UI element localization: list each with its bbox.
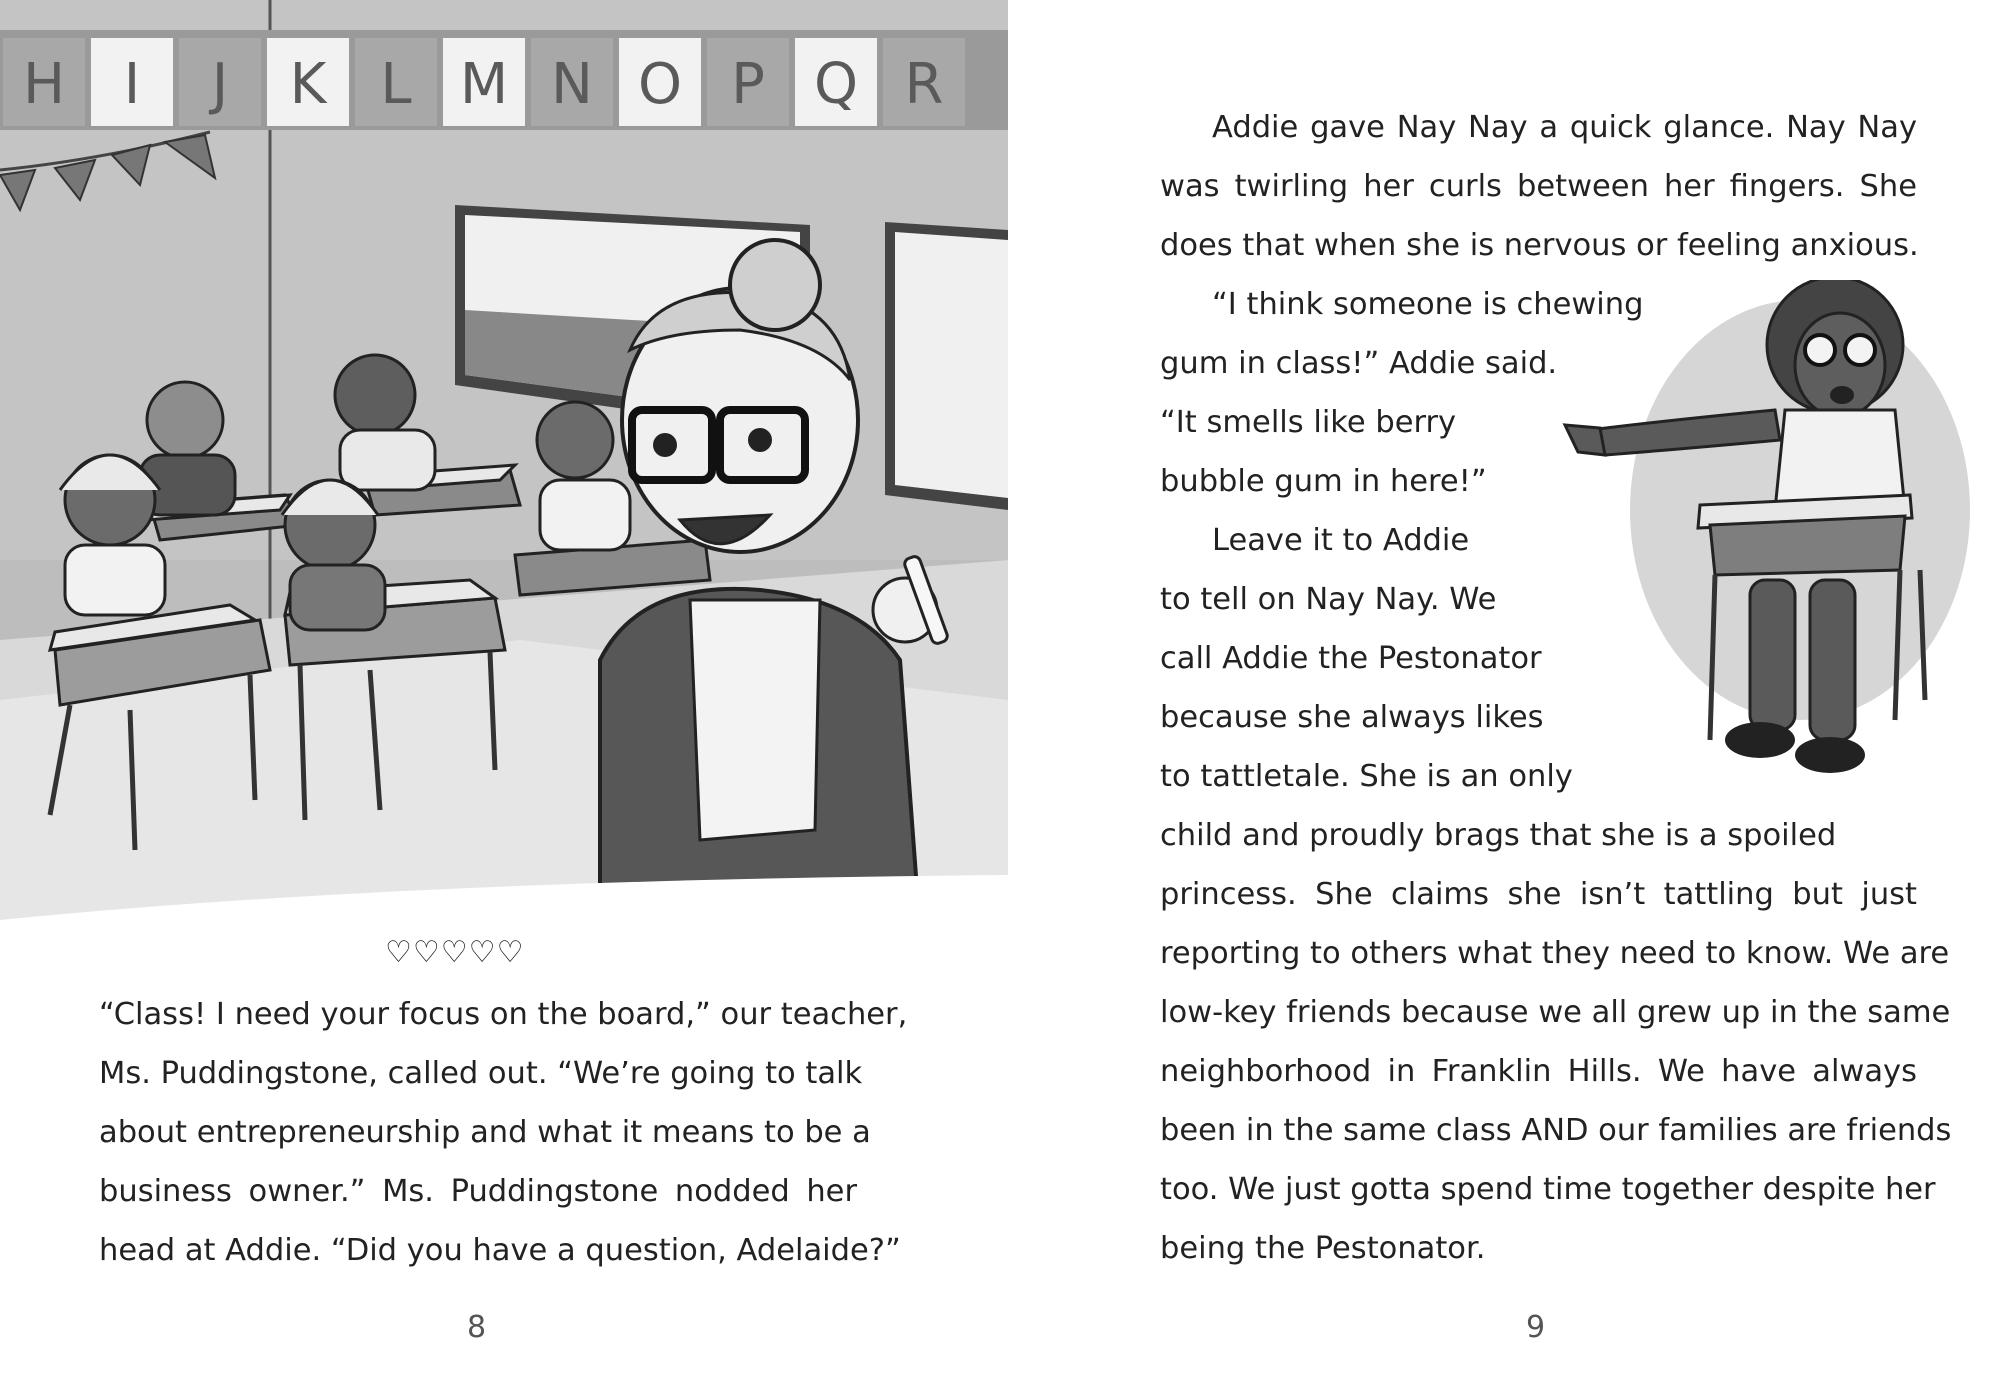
text-line: child and proudly brags that she is a spoiled [1160,818,1837,853]
text-line: “Class! I need your focus on the board,” our teacher, [99,997,908,1032]
alphabet-letter: H [22,52,66,117]
text-line: to tattletale. She is an only [1160,759,1573,794]
alphabet-letter: R [904,52,944,117]
text-line: business owner.” Ms. Puddingstone nodded her [99,1174,857,1209]
text-line: been in the same class AND our families are friends [1160,1113,1952,1148]
text-line: too. We just gotta spend time together despite her [1160,1172,1936,1207]
text-line: bubble gum in here!” [1160,464,1487,499]
text-line: princess. She claims she isn’t tattling but just [1160,877,1917,912]
text-line: call Addie the Pestonator [1160,641,1542,676]
section-divider-hearts: ♡♡♡♡♡ [385,935,525,970]
alphabet-letter: N [551,52,593,117]
alphabet-letter: I [123,52,141,117]
alphabet-letter: P [731,52,765,117]
classroom-illustration [0,0,1008,930]
right-page-text [1160,98,1952,1278]
text-line: “I think someone is chewing [1212,287,1644,322]
text-line: does that when she is nervous or feeling anxious. [1160,228,1919,263]
page-number-right: 9 [1526,1310,1546,1345]
text-line: reporting to others what they need to know. We are [1160,936,1950,971]
page-number-left: 8 [467,1310,487,1345]
alphabet-letter: K [289,52,327,117]
text-line: being the Pestonator. [1160,1231,1486,1266]
alphabet-letter: L [380,52,412,117]
text-line: Leave it to Addie [1212,523,1470,558]
text-line: to tell on Nay Nay. We [1160,582,1497,617]
left-page-text [99,985,908,1280]
text-line: Ms. Puddingstone, called out. “We’re going to talk [99,1056,863,1091]
text-line: “It smells like berry [1160,405,1457,440]
text-line: about entrepreneurship and what it means to be a [99,1115,871,1150]
text-line: head at Addie. “Did you have a question, Adelaide?” [99,1233,901,1268]
alphabet-letter: O [637,52,683,117]
text-line: was twirling her curls between her fingers. She [1160,169,1917,204]
text-line: gum in class!” Addie said. [1160,346,1558,381]
alphabet-letter: Q [813,52,859,117]
text-line: low-key friends because we all grew up in the same [1160,995,1951,1030]
text-line: Addie gave Nay Nay a quick glance. Nay Nay [1212,110,1917,145]
text-line: neighborhood in Franklin Hills. We have always [1160,1054,1917,1089]
alphabet-letter: M [459,52,509,117]
text-line: because she always likes [1160,700,1544,735]
alphabet-letter: J [211,52,229,117]
